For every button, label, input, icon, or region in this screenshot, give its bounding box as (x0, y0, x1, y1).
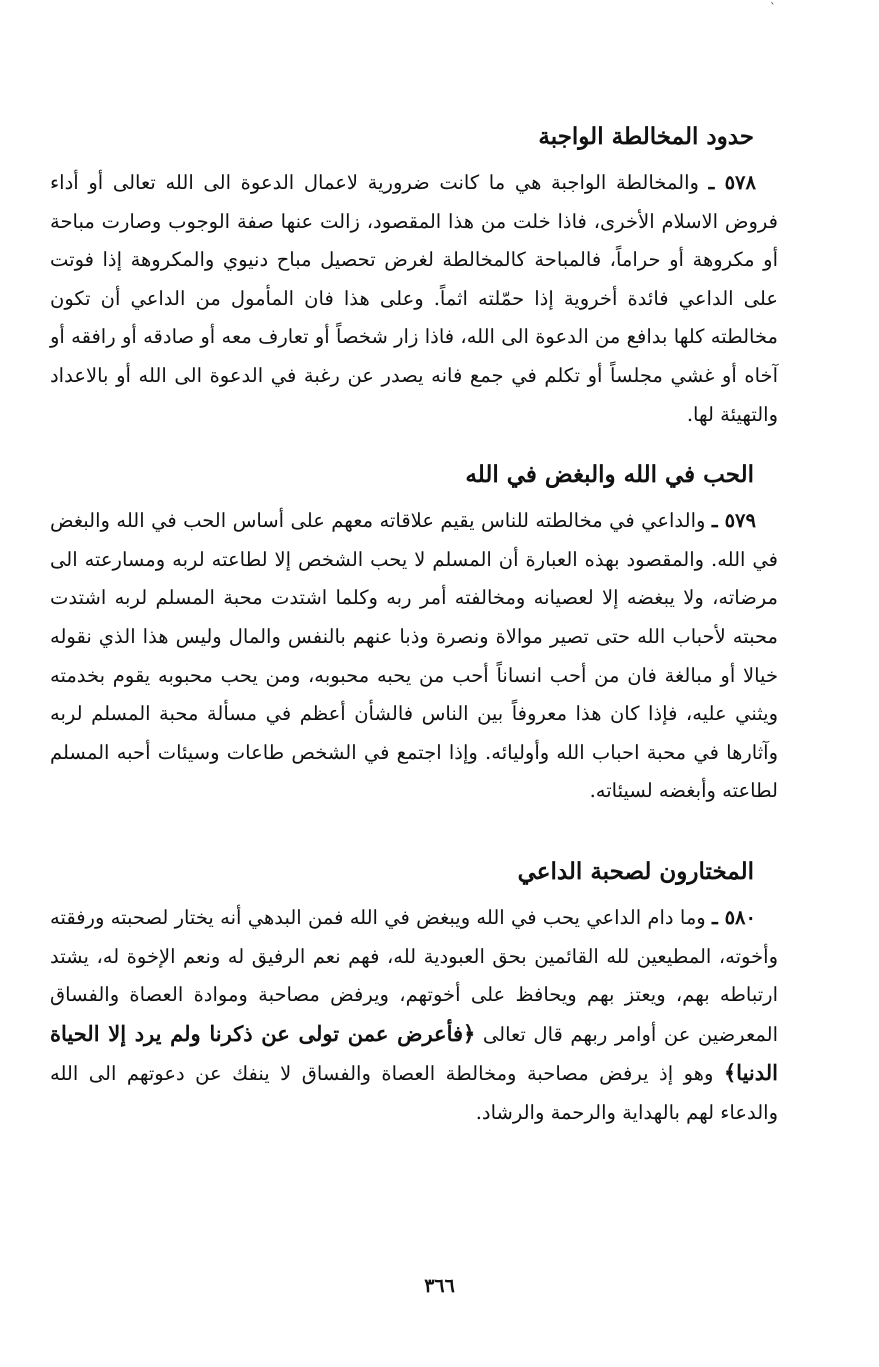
paragraph-text: والمخالطة الواجبة هي ما كانت ضرورية لاعمال الدعوة الى الله تعالى أو أداء فروض الاسلام الأخرى، فاذا خلت من هذا المقصود، زالت عنها صفة الوجوب وصارت مباحة أو مكروهة أو حراماً، فالمباحة كالمخالطة لغرض تحصيل مباح دنيوي والمكروهة إذا فوتت على الداعي فائدة أخروية إذا حمّلته اثماً. وعلى هذا فان المأمول من الداعي أن تكون مخالطته كلها بدافع من الدعوة الى الله، فاذا زار شخصاً أو تعارف معه أو صادقه أو رافقه أو آخاه أو غشي مجلساً أو تكلم في جمع فانه يصدر عن رغبة في الدعوة الى الله أو بالاعداد والتهيئة لها. (50, 171, 778, 426)
section-heading: المختارون لصحبة الداعي (517, 857, 754, 885)
paragraph-text: والداعي في مخالطته للناس يقيم علاقاته معهم على أساس الحب في الله والبغض في الله. والمقصود بهذه العبارة أن المسلم لا يحب الشخص إلا لطاعته لربه ومسارعته الى مرضاته، ولا يبغضه إلا لعصيانه ومخالفته أمر ربه وكلما اشتدت محبة المسلم لربه اشتدت محبته لأحباب الله حتى تصير موالاة ونصرة وذبا عنهم بالنفس والمال وليس هذا الذي نقوله خيالا أو مبالغة فان من أحب انساناً أحب من يحبه محبوبه، ومن يحب محبوبه يقوم بخدمته ويثني عليه، فإذا كان هذا معروفاً بين الناس فالشأن أعظم في مسألة محبة المسلم لربه وآثارها في محبة احباب الله وأوليائه. وإذا اجتمع في الشخص طاعات وسيئات أحبه المسلم لطاعته وأبغضه لسيئاته. (50, 509, 778, 803)
paragraph-number: ٥٧٩ ـ (711, 509, 756, 533)
corner-mark: ` (770, 1, 776, 15)
paragraph-580 (50, 899, 778, 1133)
paragraph-text: وما دام الداعي يحب في الله ويبغض في الله فمن البدهي أنه يختار لصحبته ورفقته وأخوته، المطيعين لله القائمين بحق العبودية لله، فهم نعم الرفيق له ونعم الإخوة له، يشتد ارتباطه بهم، ويعتز بهم ويحافظ على أخوتهم، ويرفض مصاحبة وموادة العصاة والفساق المعرضين عن أوامر ربهم قال تعالى (50, 905, 778, 1046)
paragraph-number: ٥٧٨ ـ (708, 171, 756, 194)
section-chosen-companions (50, 853, 778, 1133)
paragraph-number: ٥٨٠ ـ (711, 905, 756, 929)
section-heading: الحب في الله والبغض في الله (465, 461, 754, 489)
page-content (50, 118, 778, 1132)
section-heading: حدود المخالطة الواجبة (538, 123, 754, 150)
page-number: ٣٦٦ (424, 1275, 455, 1297)
quran-verse: ﴿فأعرض عمن تولى عن ذكرنا ولم يرد إلا الحياة الدنيا﴾ (50, 1020, 778, 1086)
section-love-hate-for-god (50, 456, 778, 811)
paragraph-579 (50, 502, 778, 811)
paragraph-578 (50, 164, 778, 434)
section-required-mixing (50, 118, 778, 434)
paragraph-text-continued: وهو إذ يرفض مصاحبة ومخالطة العصاة والفساق لا ينفك عن دعوتهم الى الله والدعاء لهم بالهداية والرحمة والرشاد. (50, 1062, 778, 1124)
